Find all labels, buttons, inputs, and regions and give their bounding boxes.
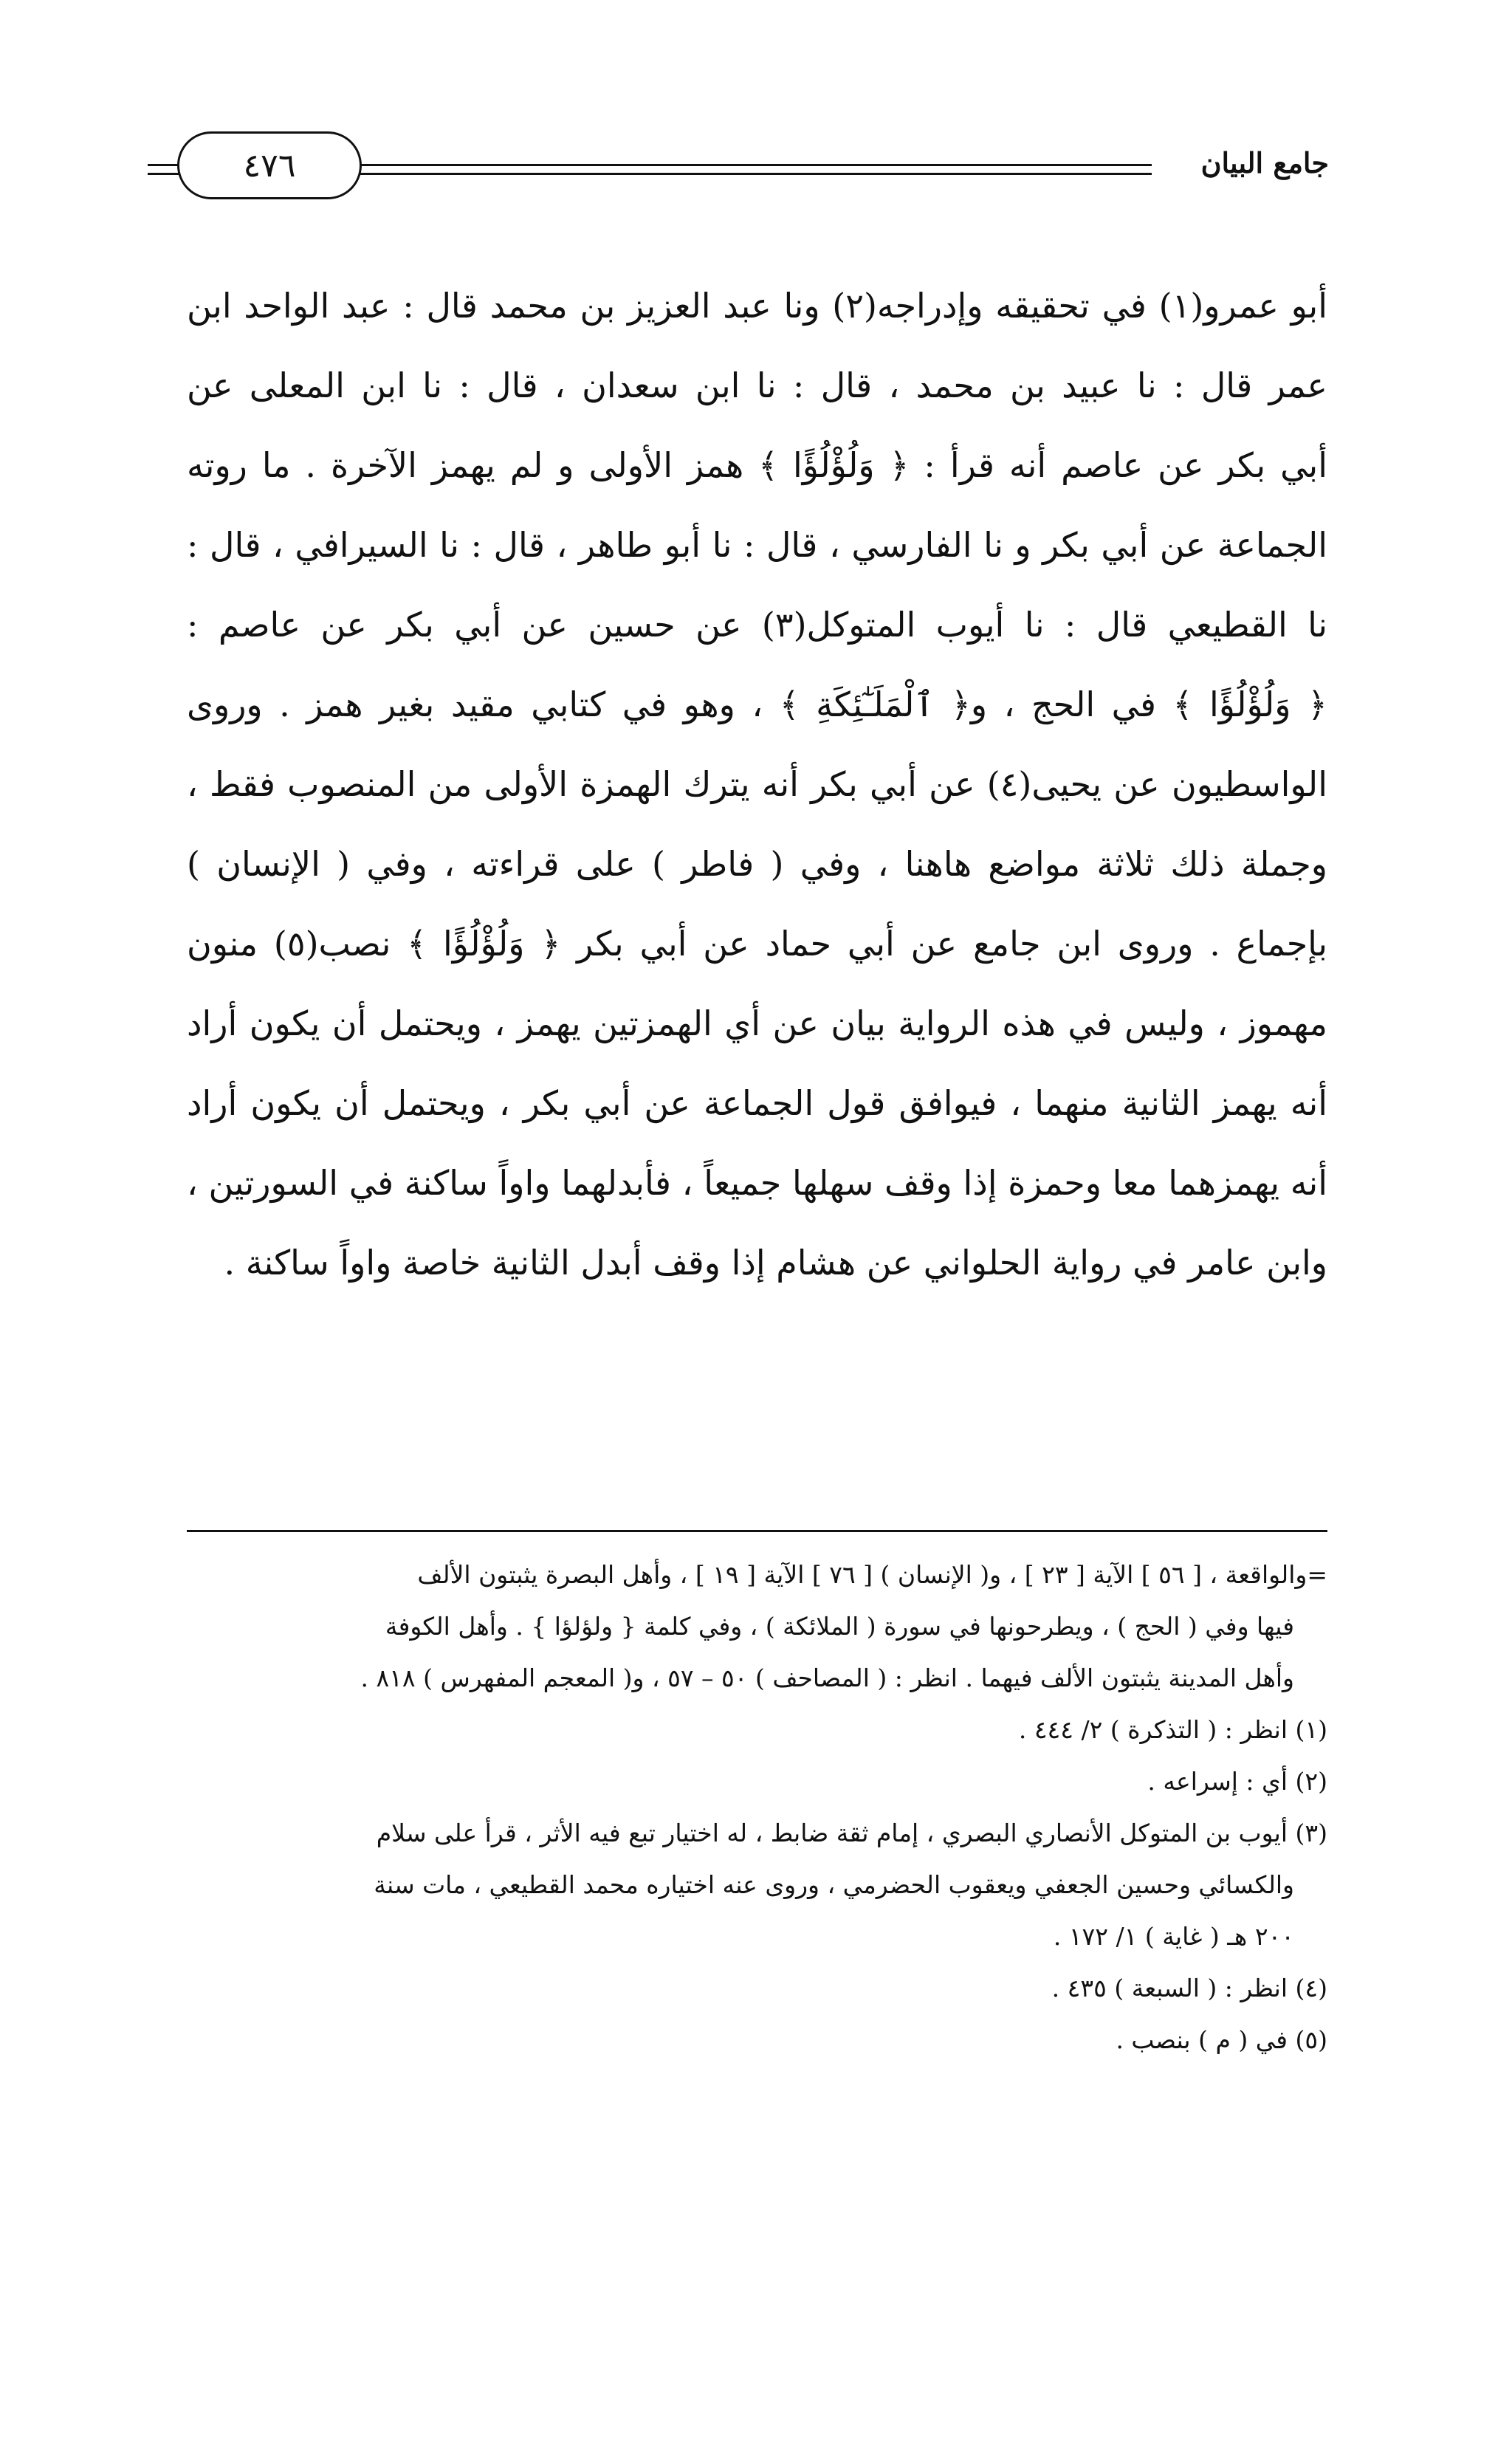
- text-line: وابن عامر في رواية الحلواني عن هشام إذا وقف أبدل الثانية خاصة واواً ساكنة .: [224, 1243, 1327, 1283]
- text-line: وجملة ذلك ثلاثة مواضع هاهنا ، وفي ( فاطر ) على قراءته ، وفي ( الإنسان ): [187, 844, 1327, 884]
- text-line: نا القطيعي قال : نا أيوب المتوكل(٣) عن حسين عن أبي بكر عن عاصم :: [187, 605, 1327, 645]
- text-line: أنه يهمز الثانية منهما ، فيوافق قول الجماعة عن أبي بكر ، ويحتمل أن يكون أراد: [187, 1083, 1327, 1123]
- footnote-line: (١) انظر : ( التذكرة ) ٢/ ٤٤٤ .: [1018, 1715, 1327, 1744]
- text-line: مهموز ، وليس في هذه الرواية بيان عن أي الهمزتين يهمز ، ويحتمل أن يكون أراد: [187, 1003, 1327, 1043]
- footnote-separator: [187, 1530, 1327, 1532]
- main-text-block: [187, 266, 1327, 1302]
- text-line: عمر قال : نا عبيد بن محمد ، قال : نا ابن سعدان ، قال : نا ابن المعلى عن: [187, 365, 1327, 405]
- footnote-line: والكسائي وحسين الجعفي ويعقوب الحضرمي ، وروى عنه اختياره محمد القطيعي ، مات سنة: [374, 1870, 1294, 1899]
- text-line: الواسطيون عن يحيى(٤) عن أبي بكر أنه يترك الهمزة الأولى من المنصوب فقط ،: [187, 764, 1327, 804]
- footnote-line: فيها وفي ( الحج ) ، ويطرحونها في سورة ( الملائكة ) ، وفي كلمة { ولؤلؤا } . وأهل الكوفة: [385, 1612, 1294, 1641]
- text-line: ﴿ وَلُؤْلُؤًا ﴾ في الحج ، و﴿ ٱلْمَلَـٰٓئِكَةِ ﴾ ، وهو في كتابي مقيد بغير همز . وروى: [187, 684, 1327, 724]
- text-line: أبي بكر عن عاصم أنه قرأ : ﴿ وَلُؤْلُؤًا ﴾ همز الأولى و لم يهمز الآخرة . ما روته: [187, 445, 1327, 485]
- footnote-line: (٤) انظر : ( السبعة ) ٤٣٥ .: [1051, 1974, 1327, 2002]
- footnote-line: (٣) أيوب بن المتوكل الأنصاري البصري ، إمام ثقة ضابط ، له اختيار تبع فيه الأثر ، قرأ على سلام: [376, 1819, 1327, 1847]
- text-line: بإجماع . وروى ابن جامع عن أبي حماد عن أبي بكر ﴿ وَلُؤْلُؤًا ﴾ نصب(٥) منون: [187, 924, 1327, 964]
- text-line: الجماعة عن أبي بكر و نا الفارسي ، قال : نا أبو طاهر ، قال : نا السيرافي ، قال :: [187, 525, 1327, 565]
- page-number-frame: [177, 131, 362, 199]
- page-number: ٤٧٦: [243, 146, 296, 185]
- footnotes-block: [187, 1549, 1327, 2066]
- book-title: جامع البيان: [1200, 146, 1329, 179]
- footnote-line: =والواقعة ، [ ٥٦ ] الآية [ ٢٣ ] ، و( الإنسان ) [ ٧٦ ] الآية [ ١٩ ] ، وأهل البصرة يثبتون الألف: [417, 1560, 1327, 1589]
- text-line: أبو عمرو(١) في تحقيقه وإدراجه(٢) ونا عبد العزيز بن محمد قال : عبد الواحد ابن: [187, 286, 1327, 326]
- footnote-line: (٥) في ( م ) بنصب .: [1116, 2025, 1327, 2054]
- footnote-line: ٢٠٠ هـ ( غاية ) ١/ ١٧٢ .: [1053, 1922, 1294, 1951]
- footnote-line: (٢) أي : إسراعه .: [1147, 1767, 1327, 1796]
- text-line: أنه يهمزهما معا وحمزة إذا وقف سهلها جميعاً ، فأبدلهما واواً ساكنة في السورتين ،: [187, 1163, 1327, 1203]
- footnote-line: وأهل المدينة يثبتون الألف فيهما . انظر : ( المصاحف ) ٥٠ – ٥٧ ، و( المعجم المفهرس ) ٨١٨ .: [360, 1664, 1294, 1692]
- page-header: [148, 126, 1329, 207]
